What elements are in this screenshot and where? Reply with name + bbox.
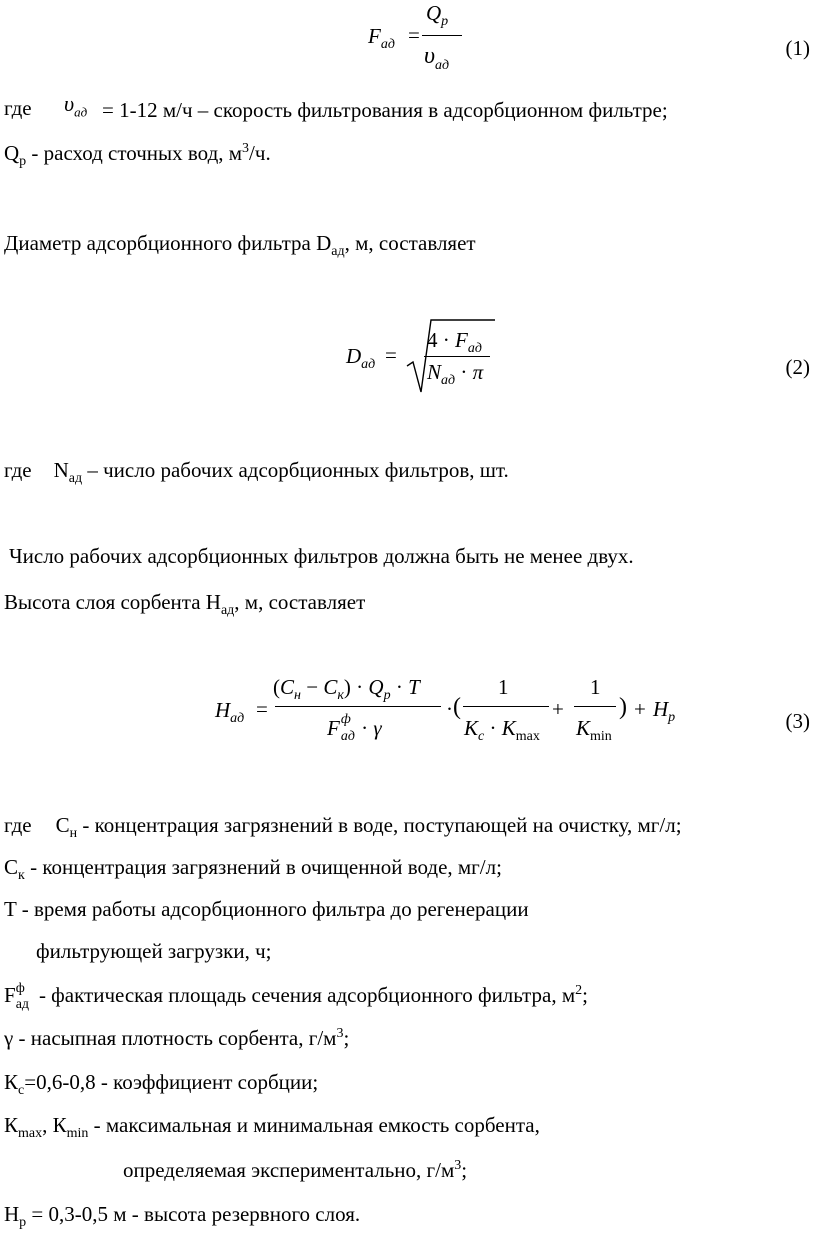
eq1-denominator: $\upsilon_{ад}$ <box>424 43 450 73</box>
eq3-close-paren: ) <box>619 694 627 720</box>
eq3-plus: + <box>552 697 564 721</box>
eq3-frac1-denominator: $K_c \cdot K_{max}$ <box>464 716 540 745</box>
def-cn: где $C_н$ - концентрация загрязнений в воде, поступающей на очистку, мг/л; <box>4 813 682 842</box>
filter-count-line: Число рабочих адсорбционных фильтров должна быть не менее двух. <box>9 544 634 568</box>
diameter-line: Диаметр адсорбционного фильтра $D_{ад}$, м, составляет <box>4 231 476 260</box>
eq3-frac1-numerator: 1 <box>498 675 509 699</box>
eq3-lhs: $H_{ад}$ <box>215 698 245 727</box>
eq2-numerator: $4 \cdot F_{ад}$ <box>427 328 482 357</box>
eq1-number: (1) <box>785 36 810 60</box>
eq3-main-numerator: $(C_н - C_к) \cdot Q_р \cdot T$ <box>273 675 420 704</box>
def-kmax-line1: $К_{max}$, $К_{min}$ - максимальная и минимальная емкость сорбента, <box>4 1113 540 1142</box>
eq3-frac2-bar <box>574 706 616 707</box>
where-n-line: где $N_{ад}$ – число рабочих адсорбционных фильтров, шт. <box>4 458 509 487</box>
eq3-plus2: + <box>634 697 646 721</box>
eq3-frac2-denominator: $K_{min}$ <box>576 716 612 745</box>
def-t-line1: T - время работы адсорбционного фильтра до регенерации <box>4 897 529 921</box>
def-ck: $C_к$ - концентрация загрязнений в очищенной воде, мг/л; <box>4 855 502 884</box>
velocity-description: = 1-12 м/ч – скорость фильтрования в адсорбционном фильтре; <box>102 98 668 122</box>
eq2-lhs: $D_{ад}$ <box>346 344 376 373</box>
eq3-frac1-bar <box>463 706 549 707</box>
eq3-open-paren: ( <box>453 694 461 720</box>
def-kmax-line2: определяемая экспериментально, $г/м^3$; <box>123 1158 468 1182</box>
def-kc: $К_с=0,6-0,8$ - коэффициент сорбции; <box>4 1070 319 1099</box>
def-t-line2: фильтрующей загрузки, ч; <box>36 939 272 963</box>
def-ff: F ф ад - фактическая площадь сечения адсорбционного фильтра, $м^2$; <box>4 981 588 1012</box>
eq3-number: (3) <box>785 709 810 733</box>
eq1-numerator: $Q_р$ <box>426 1 449 30</box>
eq3-mul-dot: · <box>446 697 453 721</box>
eq2-denominator: $N_{ад} \cdot \pi$ <box>427 360 484 389</box>
eq3-main-fraction-bar <box>275 706 441 707</box>
velocity-symbol: $\upsilon_{ад}$ <box>64 91 88 120</box>
eq1-lhs: $F_{ад}$ <box>368 24 395 53</box>
eq3-frac2-numerator: 1 <box>590 675 601 699</box>
eq3-hp: $H_р$ <box>653 697 676 726</box>
def-gamma: γ - насыпная плотность сорбента, $г/м^3$; <box>4 1026 350 1050</box>
qp-line: $Q_р$ - расход сточных вод, $м^3/ч$. <box>4 141 271 170</box>
where-velocity-line: где <box>4 96 32 120</box>
eq3-equals: = <box>256 697 268 721</box>
eq3-main-denominator: F ф ад · γ <box>327 712 382 744</box>
def-hp: $Н_р = 0,3-0,5$ м - высота резервного слоя. <box>4 1202 361 1231</box>
eq2-equals: = <box>385 343 397 367</box>
height-line: Высота слоя сорбента $H_{ад}$, м, составляет <box>4 590 366 619</box>
eq2-fraction-bar <box>424 356 490 357</box>
eq1-fraction-bar <box>422 35 462 36</box>
eq2-number: (2) <box>785 355 810 379</box>
eq1-equals: = <box>408 23 420 47</box>
